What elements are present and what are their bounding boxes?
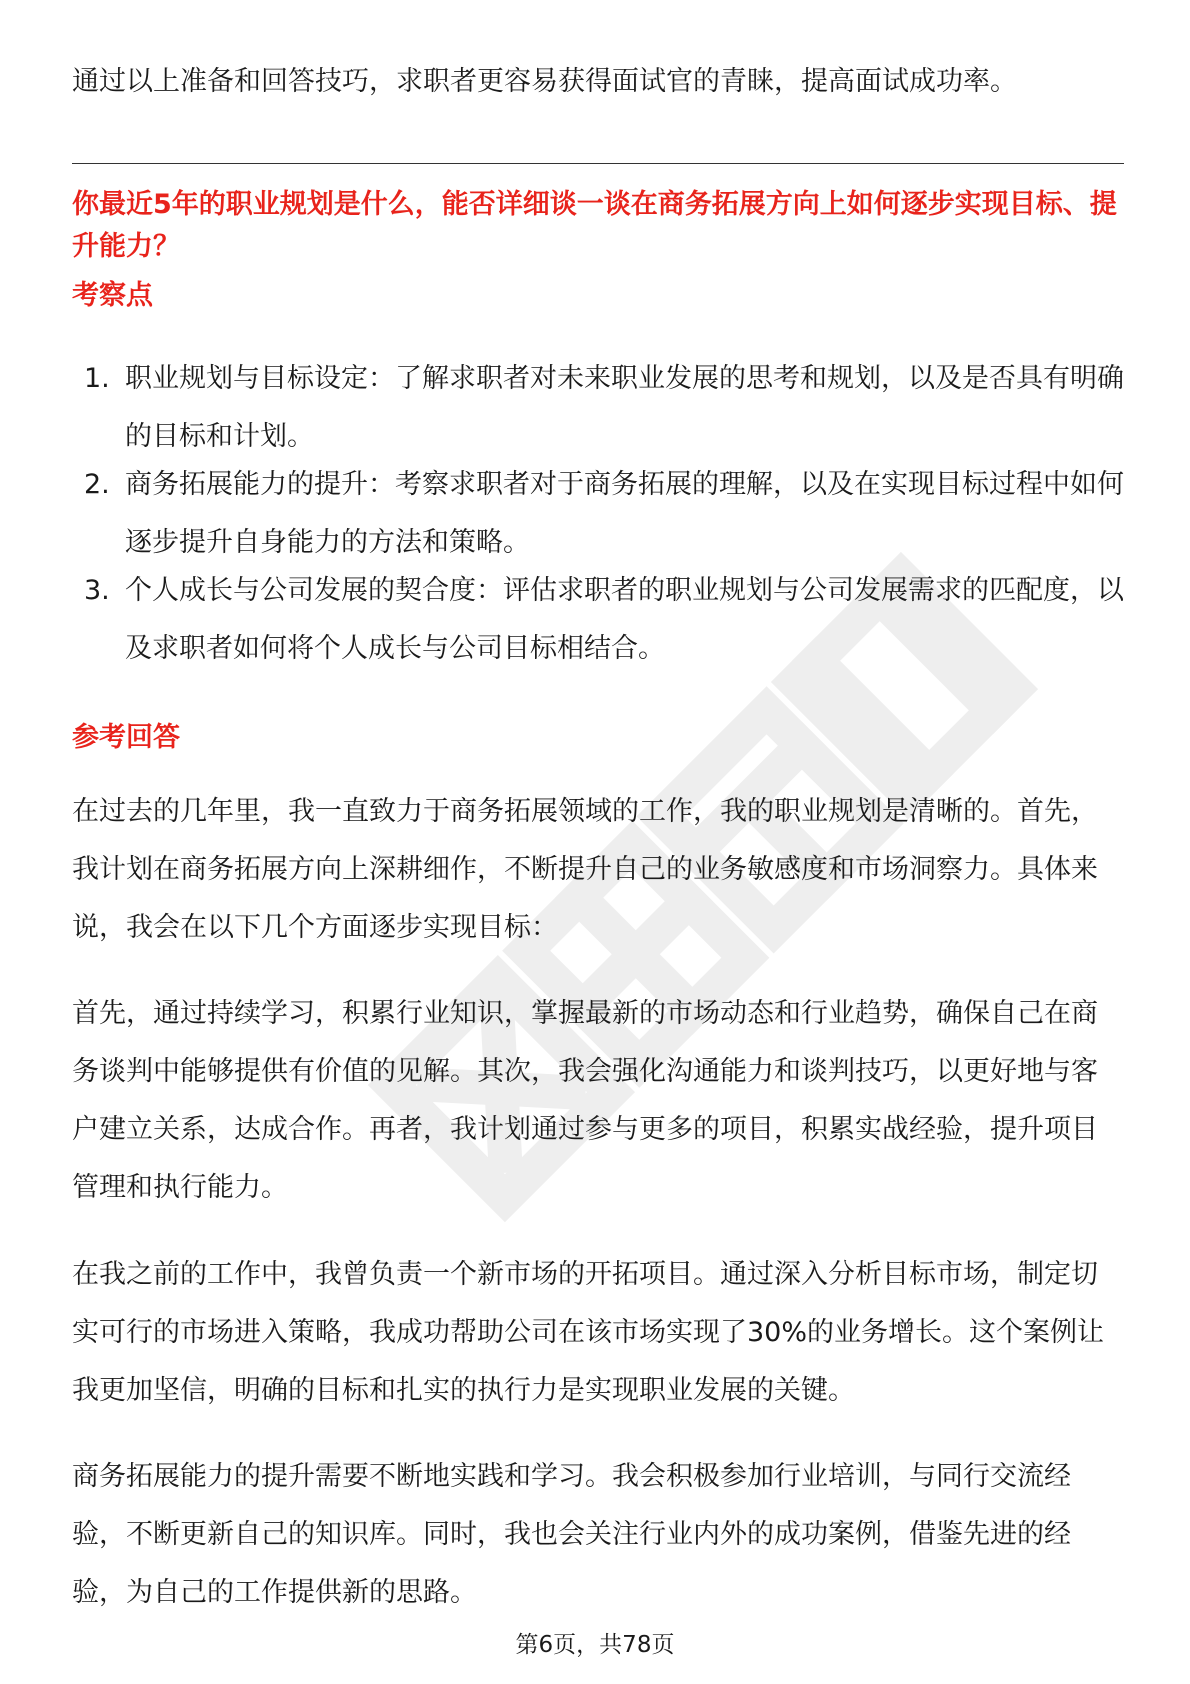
answer-paragraph: 首先，通过持续学习，积累行业知识，掌握最新的市场动态和行业趋势，确保自己在商务谈判中能够提供有价值的见解。其次，我会强化沟通能力和谈判技巧，以更好地与客户建立关系，达成合作。再者，我计划通过参与更多的项目，积累实战经验，提升项目管理和执行能力。 bbox=[72, 998, 1098, 1203]
assessment-point bbox=[72, 562, 1124, 678]
interview-question: 你最近5年的职业规划是什么，能否详细谈一谈在商务拓展方向上如何逐步实现目标、提升能力？ bbox=[72, 189, 1117, 262]
intro-paragraph: 通过以上准备和回答技巧，求职者更容易获得面试官的青睐，提高面试成功率。 bbox=[72, 66, 1017, 97]
page-number-footer: 第6页，共78页 bbox=[515, 1632, 675, 1658]
section-divider bbox=[72, 163, 1124, 164]
point-number: 2. bbox=[84, 469, 110, 500]
point-number: 3. bbox=[84, 575, 110, 606]
point-text: 个人成长与公司发展的契合度：评估求职者的职业规划与公司发展需求的匹配度，以及求职者如何将个人成长与公司目标相结合。 bbox=[125, 575, 1124, 664]
point-text: 职业规划与目标设定：了解求职者对未来职业发展的思考和规划，以及是否具有明确的目标和计划。 bbox=[125, 363, 1124, 452]
answer-paragraph: 在我之前的工作中，我曾负责一个新市场的开拓项目。通过深入分析目标市场，制定切实可行的市场进入策略，我成功帮助公司在该市场实现了30%的业务增长。这个案例让我更加坚信，明确的目标和扎实的执行力是实现职业发展的关键。 bbox=[72, 1259, 1105, 1406]
assessment-point bbox=[72, 456, 1124, 572]
point-text: 商务拓展能力的提升：考察求职者对于商务拓展的理解，以及在实现目标过程中如何逐步提升自身能力的方法和策略。 bbox=[125, 469, 1124, 558]
answer-paragraph: 商务拓展能力的提升需要不断地实践和学习。我会积极参加行业培训，与同行交流经验，不断更新自己的知识库。同时，我也会关注行业内外的成功案例，借鉴先进的经验，为自己的工作提供新的思路。 bbox=[72, 1461, 1071, 1608]
reference-answer-heading: 参考回答 bbox=[72, 722, 180, 753]
point-number: 1. bbox=[84, 363, 110, 394]
assessment-points-list bbox=[72, 350, 1124, 678]
assessment-points-heading: 考察点 bbox=[72, 280, 153, 311]
answer-paragraph: 在过去的几年里，我一直致力于商务拓展领域的工作，我的职业规划是清晰的。首先，我计划在商务拓展方向上深耕细作，不断提升自己的业务敏感度和市场洞察力。具体来说，我会在以下几个方面逐步实现目标： bbox=[72, 796, 1098, 943]
assessment-point bbox=[72, 350, 1124, 466]
